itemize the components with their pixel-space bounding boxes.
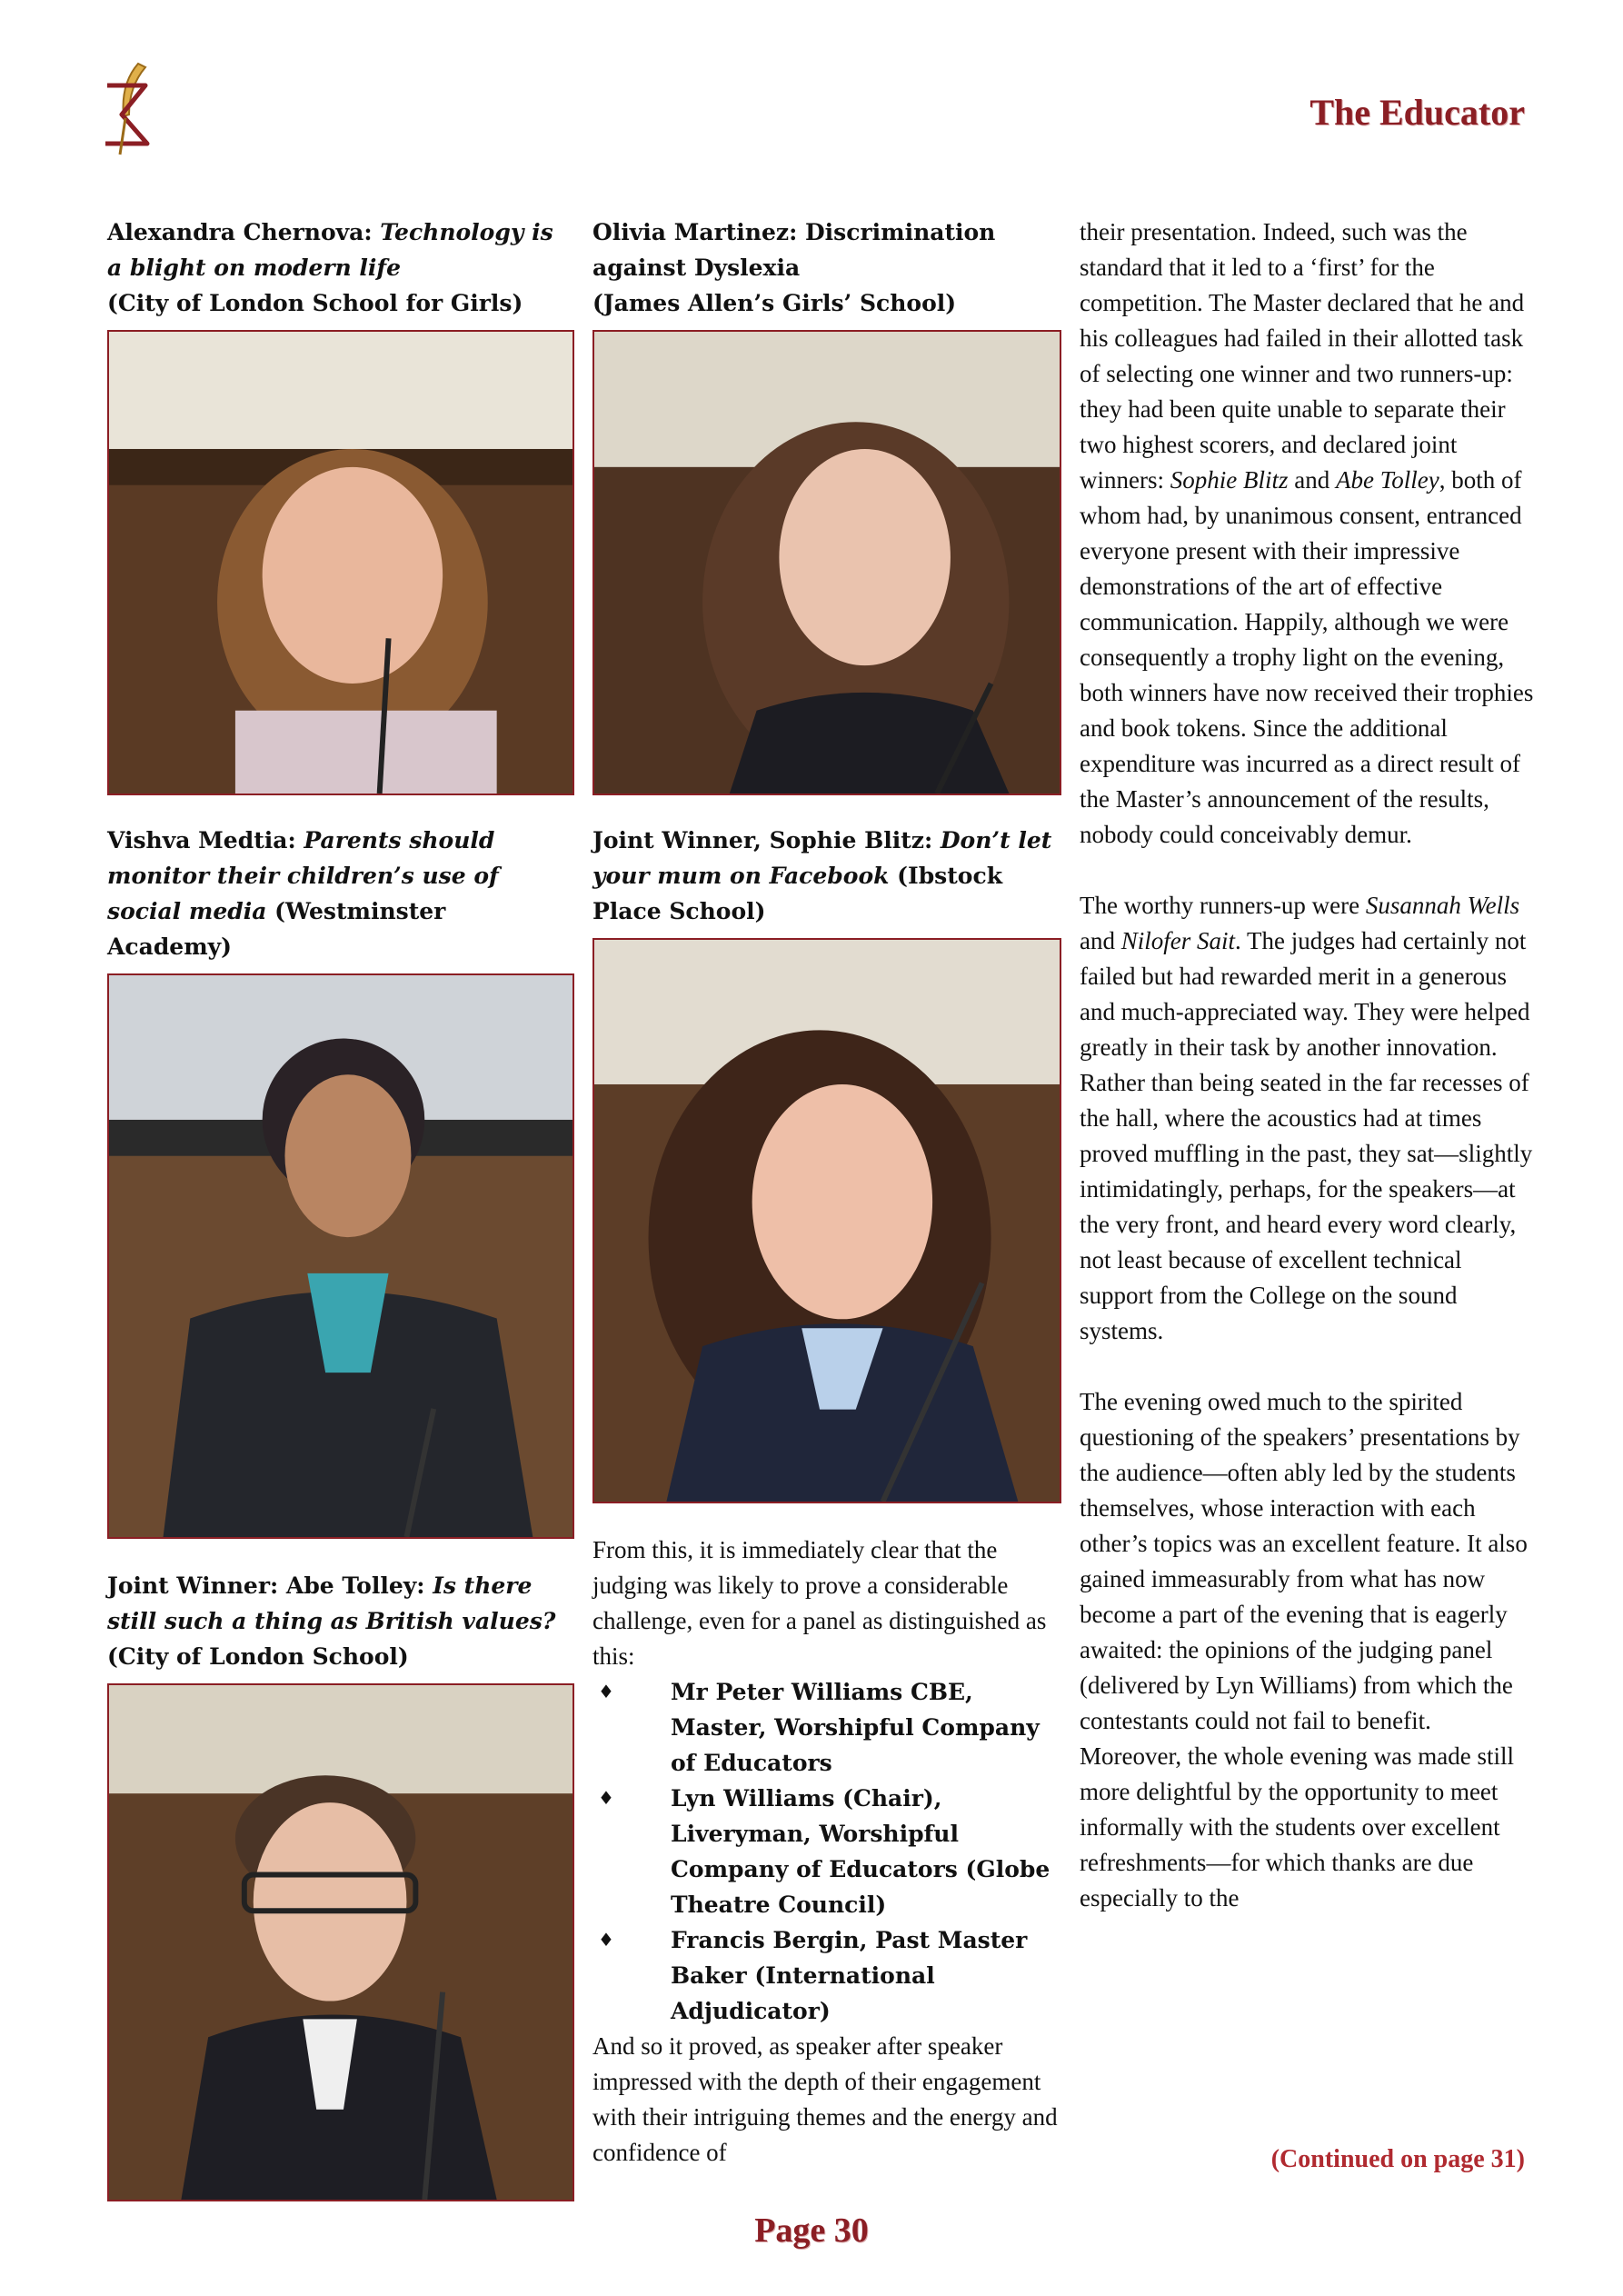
page-number: Page 30: [754, 2211, 869, 2250]
list-item: ♦ Lyn Williams (Chair), Liveryman, Worshipful Company of Educators (Globe Theatre Council): [598, 1785, 1050, 1918]
column-middle: [592, 215, 1061, 2171]
paragraph: From this, it is immediately clear that the judging was likely to prove a considerable challenge, even for a panel as distinguished as this:: [592, 1536, 1047, 1670]
speaker-caption: Alexandra Chernova: Technology is a blight on modern life (City of London School for Girls): [107, 219, 553, 316]
speaker-photo: [592, 938, 1061, 1503]
journal-title: The Educator: [1309, 92, 1525, 133]
speaker-caption: Joint Winner: Abe Tolley: Is there still such a thing as British values? (City of London School): [107, 1572, 556, 1670]
column-left: [107, 215, 574, 2201]
judges-list: [592, 1674, 1061, 2029]
judging-section: [592, 1532, 1061, 2171]
speaker-photo: [107, 973, 574, 1539]
paragraph: The worthy runners-up were Susannah Wells and Nilofer Sait. The judges had certainly not failed but had rewarded merit in a generous and much-appreciated way. They were helped greatly in their task by another innovation. Rather than being seated in the far recesses of the hall, where the acoustics had at times proved muffling in the past, they sat—slightly intimidatingly, perhaps, for the speakers—at the very front, and heard every word clearly, not least because of excellent technical support from the College on the sound systems.: [1080, 892, 1533, 1344]
speaker-photo: [107, 1683, 574, 2201]
speaker-photo: [592, 330, 1061, 795]
quill-monogram-icon: [98, 60, 156, 162]
speaker-photo: [107, 330, 574, 795]
column-right: [1080, 215, 1534, 1916]
paragraph: their presentation. Indeed, such was the standard that it led to a ‘first’ for the competition. The Master declared that he and his colleagues had failed in their allotted task of selecting one winner and two runners-up: they had been quite unable to separate their two highest scorers, and declared joint winners: Sophie Blitz and Abe Tolley, both of whom had, by unanimous consent, entranced everyone present with their impressive demonstrations of the art of effective communication. Happily, although we were consequently a trophy light on the evening, both winners have now received their trophies and book tokens. Since the additional expenditure was incurred as a direct result of the Master’s announcement of the results, nobody could conceivably demur.: [1080, 218, 1534, 848]
continued-note: (Continued on page 31): [1270, 2145, 1525, 2173]
list-item: ♦ Francis Bergin, Past Master Baker (International Adjudicator): [598, 1927, 1028, 2024]
speaker-caption: Vishva Medtia: Parents should monitor their children’s use of social media (Westminster Academy): [107, 827, 499, 960]
paragraph: And so it proved, as speaker after speaker impressed with the depth of their engagement with their intriguing themes and the energy and confidence of: [592, 2032, 1058, 2166]
list-item: ♦ Mr Peter Williams CBE, Master, Worshipful Company of Educators: [598, 1679, 1040, 1776]
paragraph: The evening owed much to the spirited questioning of the speakers’ presentations by the audience—often ably led by the students themselves, whose interaction with each other’s topics was an excellent feature. It also gained immeasurably from what has now become a part of the evening that is eagerly awaited: the opinions of the judging panel (delivered by Lyn Williams) from which the contestants could not fail to benefit. Moreover, the whole evening was made still more delightful by the opportunity to meet informally with the students over excellent refreshments—for which thanks are due especially to the: [1080, 1388, 1528, 1912]
speaker-caption: Olivia Martinez: Discrimination against Dyslexia (James Allen’s Girls’ School): [592, 219, 996, 316]
speaker-caption: Joint Winner, Sophie Blitz: Don’t let your mum on Facebook (Ibstock Place School): [592, 827, 1052, 924]
